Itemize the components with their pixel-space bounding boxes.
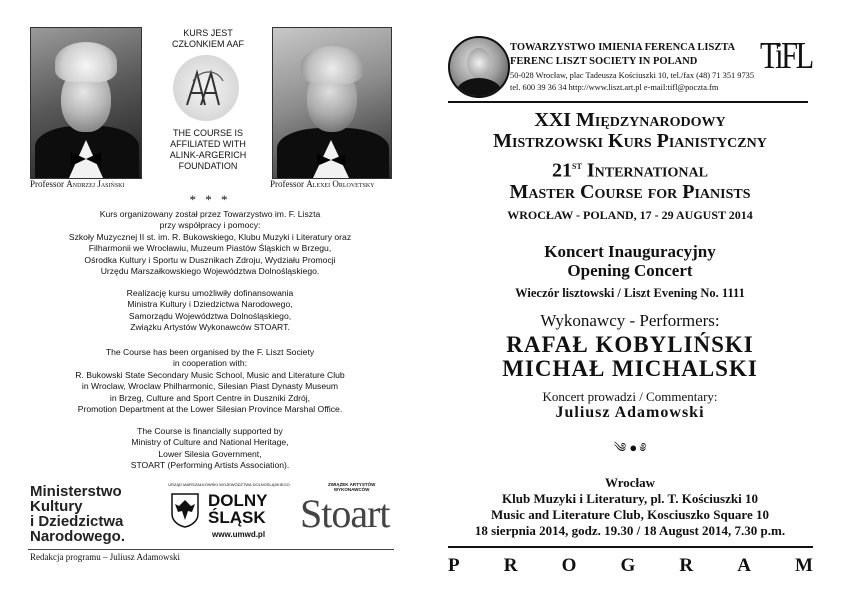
course-dates: WROCŁAW - POLAND, 17 - 29 AUGUST 2014 <box>507 208 753 222</box>
concert-title: Koncert Inauguracyjny Opening Concert <box>544 242 716 280</box>
performers-label: Wykonawcy - Performers: <box>540 311 720 330</box>
section-separator: * * * <box>189 192 231 207</box>
commentator-name: Juliusz Adamowski <box>555 404 705 421</box>
sponsor-logos <box>28 478 394 548</box>
society-contact: tel. 600 39 36 34 http://www.liszt.art.pl e-mail:tifl@poczta.fm <box>510 83 719 92</box>
professor-photo-jasinski <box>30 27 142 179</box>
stoart-logo: ZWIĄZEK ARTYSTÓW WYKONAWCÓW Stoart <box>300 482 390 536</box>
society-address: 50-028 Wrocław, plac Tadeusza Kościuszki 10, tel./fax (48) 71 351 9735 <box>510 71 755 80</box>
ministry-culture-logo: Ministerstwo Kultury i Dziedzictwa Narodowego. <box>30 483 126 545</box>
society-name-en: FERENC LISZT SOCIETY IN POLAND <box>510 56 698 67</box>
performers-names: RAFAŁ KOBYLIŃSKI MICHAŁ MICHALSKI <box>502 332 758 381</box>
professor-caption-jasinski: Professor Andrzej Jasiński <box>30 179 125 189</box>
program-heading: P R O G R A M <box>448 555 813 576</box>
liszt-portrait <box>448 36 510 98</box>
aaf-logo <box>173 55 239 121</box>
course-title-pl: XXI Międzynarodowy Mistrzowski Kurs Pianistyczny <box>493 109 767 152</box>
aaf-membership-note: KURS JEST CZŁONKIEM AAF <box>171 28 244 49</box>
liszt-evening: Wieczór lisztowski / Liszt Evening No. 1111 <box>515 286 745 300</box>
course-title-en: 21st International Master Course for Pianists <box>509 159 751 203</box>
funding-paragraph-en: The Course is financially supported by Ministry of Culture and National Heritage, Lower Silesia Government, STOART (Performing Artists Association). <box>130 426 290 471</box>
aaf-affiliation-text: THE COURSE IS AFFILIATED WITH ALINK-ARGERICH FOUNDATION <box>169 128 247 171</box>
ornament-divider: ༄ ● ༅ <box>613 440 647 455</box>
organisers-paragraph-pl: Kurs organizowany został przez Towarzystwo im. F. Liszta przy współpracy i pomocy: Szkoły Muzycznej II st. im. R. Bukowskiego, Klubu Muzyki i Literatury oraz Filharmonii we Wrocławiu, Muzeum Piastów Śląskich w Brzegu, Ośrodka Kultury i Sportu w Dusznikach Zdroju, Wydziału Promocji Urzędu Marszałkowskiego Województwa Dolnośląskiego. <box>68 209 352 277</box>
header-rule <box>448 101 808 103</box>
society-name-pl: TOWARZYSTWO IMIENIA FERENCA LISZTA <box>510 42 736 53</box>
commentary-label: Koncert prowadzi / Commentary: <box>542 389 718 404</box>
funding-paragraph-pl: Realizację kursu umożliwiły dofinansowania Ministra Kultury i Dziedzictwa Narodowego, Samorządu Województwa Dolnośląskiego, Związku Artystów Wykonawców STOART. <box>126 288 294 333</box>
professor-photo-orlovetsky <box>272 27 392 179</box>
venue-info: Wrocław Klub Muzyki i Literatury, pl. T. Kościuszki 10 Music and Literature Club, Kosciuszko Square 10 18 sierpnia 2014, godz. 19.30 / 18 August 2014, 7.30 p.m. <box>474 475 786 538</box>
organisers-paragraph-en: The Course has been organised by the F. Liszt Society in cooperation with: R. Bukowski State Secondary Music School, Music and Literature Club in Wroclaw, Wroclaw Philharmonic, Silesian Piast Dynasty Museum in Brzeg, Culture and Sport Centre in Duszniki Zdrój, Promotion Department at the Lower Silesian Province Marshal Office. <box>75 347 345 415</box>
eagle-crest-icon <box>170 492 200 528</box>
program-rule <box>448 546 813 548</box>
program-editor: Redakcja programu – Juliusz Adamowski <box>30 552 180 562</box>
professor-caption-orlovetsky: Professor Alexei Orlovetsky <box>270 179 375 189</box>
dolny-slask-logo: URZĄD MARSZAŁKOWSKI WOJEWÓDZTWA DOLNOŚLĄSKIEGO DOLNY ŚLĄSK www.umwd.pl <box>168 482 290 539</box>
tifl-monogram: TiFL <box>760 35 812 77</box>
